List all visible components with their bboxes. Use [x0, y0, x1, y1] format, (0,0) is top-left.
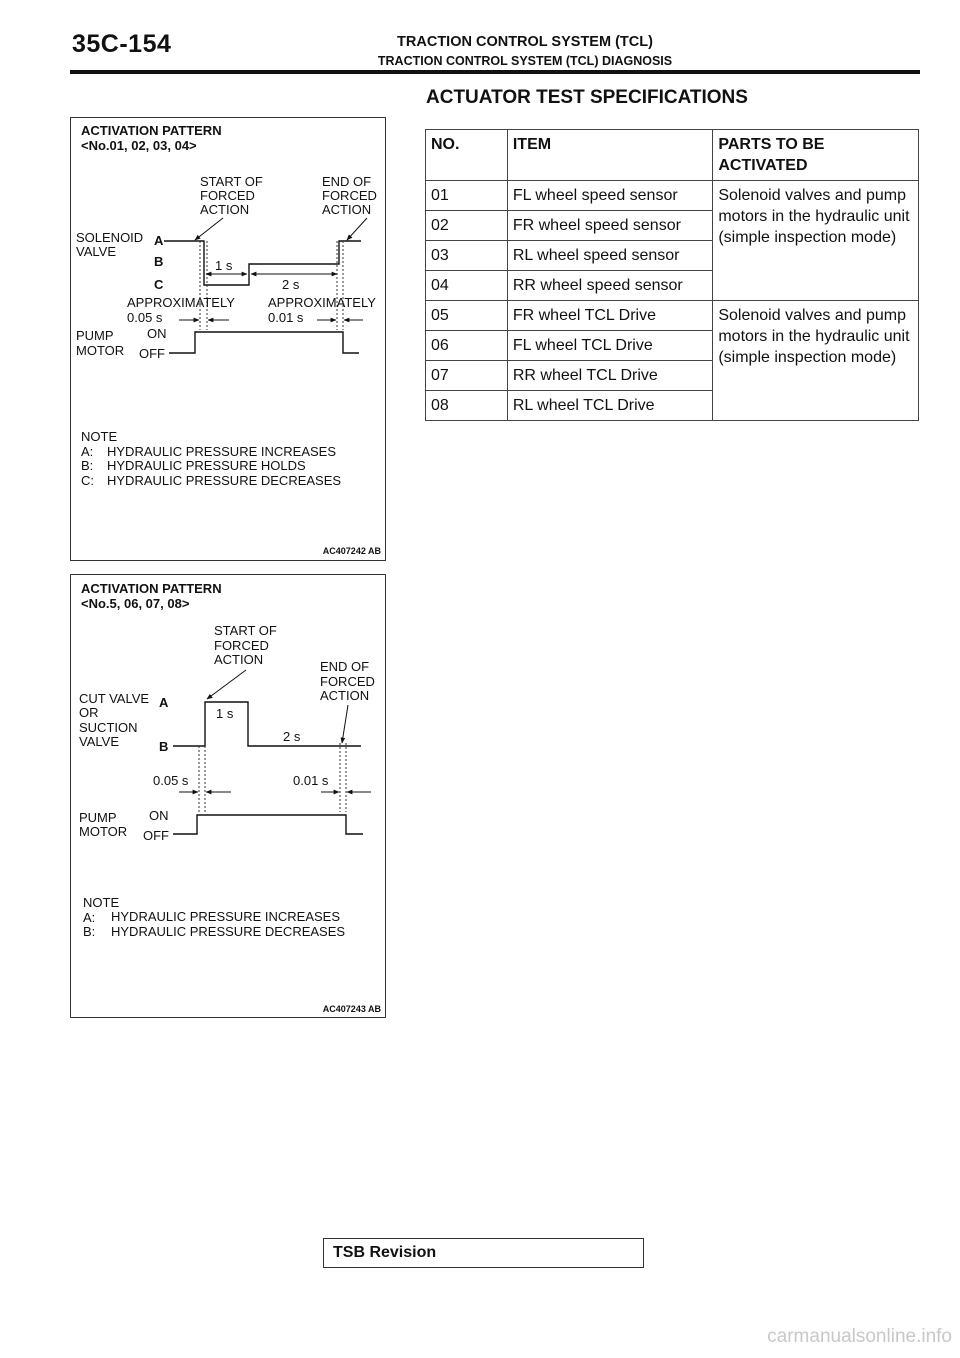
- fig1-valve-label-1: SOLENOID: [76, 230, 144, 245]
- table-row: [426, 301, 919, 331]
- fig2-subtitle: <No.5, 06, 07, 08>: [81, 596, 190, 611]
- fig1-end-label-2: FORCED: [322, 188, 377, 203]
- fig1-approx-right-val: 0.01 s: [268, 310, 304, 325]
- tsb-revision-box: [323, 1238, 644, 1268]
- cell-parts-group-2: Solenoid valves and pump motors in the hydraulic unit (simple inspection mode): [713, 301, 919, 421]
- fig1-subtitle: <No.01, 02, 03, 04>: [81, 138, 197, 153]
- fig1-dur-1s: 1 s: [215, 258, 233, 273]
- col-header-item: ITEM: [507, 130, 713, 181]
- fig2-dur-2s: 2 s: [283, 729, 301, 744]
- fig2-end-pointer: [342, 705, 348, 743]
- fig1-approx-left: APPROXIMATELY: [127, 295, 235, 310]
- fig2-pump-waveform: [173, 815, 363, 834]
- fig2-off-label: OFF: [143, 828, 169, 843]
- fig1-note-a-key: A:: [81, 444, 94, 459]
- cell-no: 03: [426, 241, 508, 271]
- fig2-code: AC407243 AB: [322, 1004, 381, 1014]
- fig2-end-label-3: ACTION: [320, 688, 370, 703]
- fig1-approx-right: APPROXIMATELY: [268, 295, 376, 310]
- fig1-start-label-3: ACTION: [200, 202, 250, 217]
- tsb-revision-label: TSB Revision: [333, 1244, 437, 1261]
- fig1-approx-left-val: 0.05 s: [127, 310, 163, 325]
- fig2-valve-label-4: VALVE: [79, 734, 119, 749]
- cell-no: 02: [426, 211, 508, 241]
- fig1-end-label-1: END OF: [322, 174, 372, 189]
- fig1-note-c-text: HYDRAULIC PRESSURE DECREASES: [107, 473, 342, 488]
- fig2-end-label-1: END OF: [320, 659, 370, 674]
- cell-no: 01: [426, 181, 508, 211]
- fig1-note-c-key: C:: [81, 473, 94, 488]
- fig2-on-label: ON: [149, 808, 169, 823]
- fig2-note-a-key: A:: [83, 910, 96, 925]
- header-rule: [70, 70, 920, 74]
- fig2-valve-waveform: [173, 702, 361, 746]
- cell-no: 08: [426, 391, 508, 421]
- fig1-start-label-2: FORCED: [200, 188, 255, 203]
- cell-item: FR wheel TCL Drive: [507, 301, 713, 331]
- watermark: carmanualsonline.info: [767, 1326, 952, 1347]
- actuator-spec-table: [425, 129, 919, 421]
- fig1-start-pointer: [195, 218, 223, 240]
- fig2-end-label-2: FORCED: [320, 674, 375, 689]
- cell-item: RL wheel TCL Drive: [507, 391, 713, 421]
- fig1-end-pointer: [347, 218, 367, 240]
- fig1-note-title: NOTE: [81, 429, 118, 444]
- cell-item: RR wheel speed sensor: [507, 271, 713, 301]
- col-header-parts: PARTS TO BE ACTIVATED: [713, 130, 919, 181]
- fig2-note-title: NOTE: [83, 895, 120, 910]
- fig1-pump-waveform: [169, 332, 359, 353]
- table-row: [426, 181, 919, 211]
- activation-pattern-figure-1: [70, 117, 386, 561]
- fig2-dur-1s: 1 s: [216, 706, 234, 721]
- table-header-row: [426, 130, 919, 181]
- fig2-start-label-1: START OF: [214, 623, 277, 638]
- fig2-valve-label-3: SUCTION: [79, 720, 138, 735]
- col-header-no: NO.: [426, 130, 508, 181]
- fig2-valve-label-1: CUT VALVE: [79, 691, 150, 706]
- cell-no: 07: [426, 361, 508, 391]
- fig2-left-val: 0.05 s: [153, 773, 189, 788]
- fig1-dur-2s: 2 s: [282, 277, 300, 292]
- fig2-note-b-key: B:: [83, 924, 96, 939]
- fig1-start-label-1: START OF: [200, 174, 263, 189]
- fig2-right-val: 0.01 s: [293, 773, 329, 788]
- cell-item: FR wheel speed sensor: [507, 211, 713, 241]
- fig1-level-a: A: [154, 233, 164, 248]
- cell-no: 04: [426, 271, 508, 301]
- cell-item: RR wheel TCL Drive: [507, 361, 713, 391]
- fig1-valve-waveform: [164, 241, 361, 285]
- fig2-note-a-text: HYDRAULIC PRESSURE INCREASES: [111, 909, 340, 924]
- fig2-start-label-2: FORCED: [214, 638, 269, 653]
- fig2-valve-label-2: OR: [79, 705, 99, 720]
- fig1-level-b: B: [154, 254, 164, 269]
- fig1-title: ACTIVATION PATTERN: [81, 123, 222, 138]
- fig1-pump-label-1: PUMP: [76, 328, 114, 343]
- fig2-note-b-text: HYDRAULIC PRESSURE DECREASES: [111, 924, 346, 939]
- activation-pattern-figure-2: [70, 574, 386, 1018]
- fig2-pump-label-2: MOTOR: [79, 824, 128, 839]
- fig2-pump-label-1: PUMP: [79, 810, 117, 825]
- cell-item: RL wheel speed sensor: [507, 241, 713, 271]
- fig1-note-b-key: B:: [81, 458, 94, 473]
- fig1-code: AC407242 AB: [322, 546, 381, 556]
- header-title: TRACTION CONTROL SYSTEM (TCL): [397, 34, 653, 50]
- cell-parts-group-1: Solenoid valves and pump motors in the hydraulic unit (simple inspection mode): [713, 181, 919, 301]
- section-title: ACTUATOR TEST SPECIFICATIONS: [426, 87, 748, 108]
- fig2-level-b: B: [159, 739, 169, 754]
- cell-no: 05: [426, 301, 508, 331]
- fig2-start-pointer: [207, 670, 246, 699]
- fig1-note-a-text: HYDRAULIC PRESSURE INCREASES: [107, 444, 336, 459]
- page-number: 35C-154: [72, 30, 172, 58]
- fig2-start-label-3: ACTION: [214, 652, 264, 667]
- cell-item: FL wheel speed sensor: [507, 181, 713, 211]
- fig1-level-c: C: [154, 277, 164, 292]
- fig1-pump-label-2: MOTOR: [76, 343, 125, 358]
- fig1-note-b-text: HYDRAULIC PRESSURE HOLDS: [107, 458, 306, 473]
- cell-item: FL wheel TCL Drive: [507, 331, 713, 361]
- fig1-end-label-3: ACTION: [322, 202, 372, 217]
- fig2-title: ACTIVATION PATTERN: [81, 581, 222, 596]
- fig1-on-label: ON: [147, 326, 167, 341]
- cell-no: 06: [426, 331, 508, 361]
- fig1-off-label: OFF: [139, 346, 165, 361]
- fig2-level-a: A: [159, 695, 169, 710]
- fig1-valve-label-2: VALVE: [76, 244, 116, 259]
- header-subtitle: TRACTION CONTROL SYSTEM (TCL) DIAGNOSIS: [377, 54, 673, 68]
